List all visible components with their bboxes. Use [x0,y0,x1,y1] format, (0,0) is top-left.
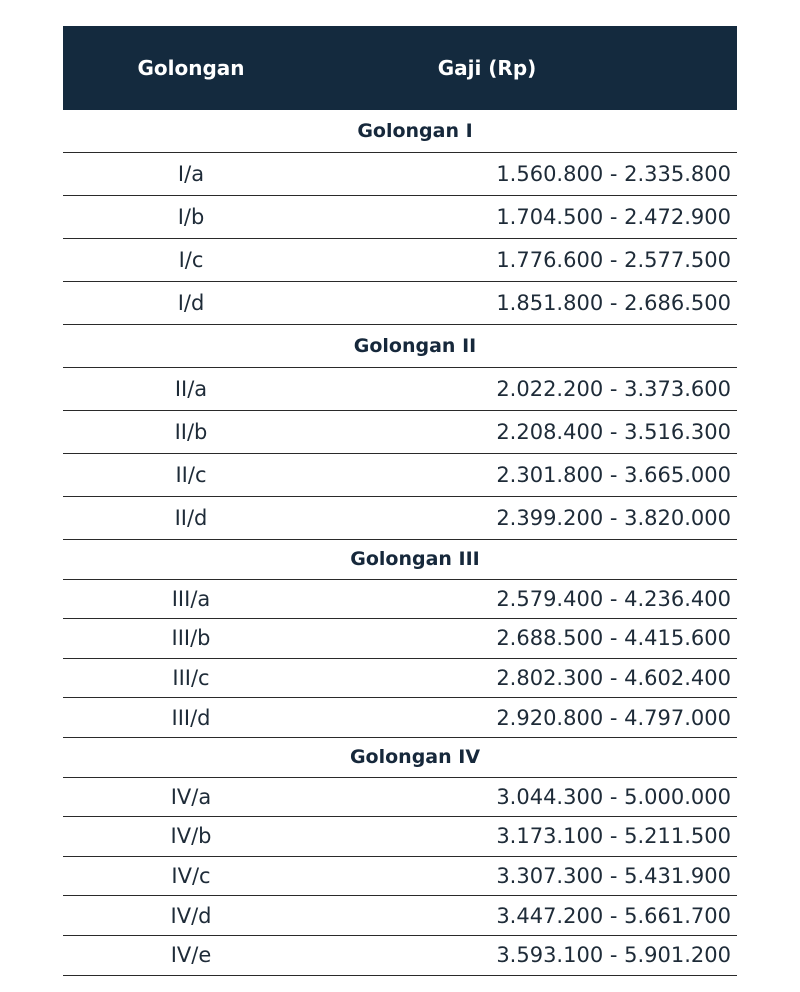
salary-cell: 3.593.100 - 5.901.200 [496,943,731,968]
salary-cell: 1.704.500 - 2.472.900 [496,205,731,229]
table-row [63,411,737,454]
salary-cell: 2.920.800 - 4.797.000 [496,705,731,730]
salary-table [63,26,737,976]
column-header-gaji: Gaji (Rp) [437,56,537,80]
grade-cell: IV/e [170,943,212,968]
grade-cell: III/d [171,705,211,730]
section-title: Golongan IV [63,738,737,778]
grade-cell: IV/c [171,864,211,889]
column-header-golongan: Golongan [137,56,245,80]
salary-cell: 2.688.500 - 4.415.600 [496,626,731,651]
grade-cell: III/c [172,666,210,691]
grade-cell: III/a [171,586,211,611]
section-title: Golongan II [63,325,737,368]
table-row [63,817,737,857]
table-row [63,857,737,897]
table-row [63,659,737,699]
salary-cell: 2.802.300 - 4.602.400 [496,666,731,691]
section-title: Golongan I [63,110,737,153]
table-row [63,497,737,540]
grade-cell: I/c [178,248,204,272]
table-row [63,239,737,282]
table-row [63,936,737,976]
table-row [63,698,737,738]
table-row [63,778,737,818]
grade-cell: II/b [174,420,208,444]
salary-cell: 3.447.200 - 5.661.700 [496,903,731,928]
grade-cell: IV/a [170,784,212,809]
table-row [63,196,737,239]
section-golongan-i [63,110,737,325]
table-row [63,619,737,659]
salary-cell: 1.851.800 - 2.686.500 [496,291,731,315]
salary-cell: 2.301.800 - 3.665.000 [496,463,731,487]
table-row [63,454,737,497]
table-row [63,368,737,411]
grade-cell: I/b [177,205,205,229]
table-row [63,153,737,196]
grade-cell: I/a [177,162,205,186]
grade-cell: II/d [174,506,208,530]
grade-cell: III/b [171,626,211,651]
salary-cell: 2.208.400 - 3.516.300 [496,420,731,444]
section-title: Golongan III [63,540,737,580]
salary-cell: 1.560.800 - 2.335.800 [496,162,731,186]
grade-cell: II/a [174,377,208,401]
salary-cell: 3.044.300 - 5.000.000 [496,784,731,809]
section-golongan-iv [63,738,737,976]
section-golongan-iii [63,540,737,738]
table-header [63,26,737,110]
salary-cell: 1.776.600 - 2.577.500 [496,248,731,272]
salary-cell: 2.579.400 - 4.236.400 [496,586,731,611]
grade-cell: II/c [175,463,207,487]
table-row [63,580,737,620]
section-golongan-ii [63,325,737,540]
table-row [63,282,737,325]
grade-cell: I/d [177,291,205,315]
grade-cell: IV/b [170,824,212,849]
salary-cell: 3.173.100 - 5.211.500 [496,824,731,849]
grade-cell: IV/d [170,903,212,928]
table-row [63,896,737,936]
salary-cell: 2.399.200 - 3.820.000 [496,506,731,530]
salary-cell: 3.307.300 - 5.431.900 [496,864,731,889]
salary-cell: 2.022.200 - 3.373.600 [496,377,731,401]
